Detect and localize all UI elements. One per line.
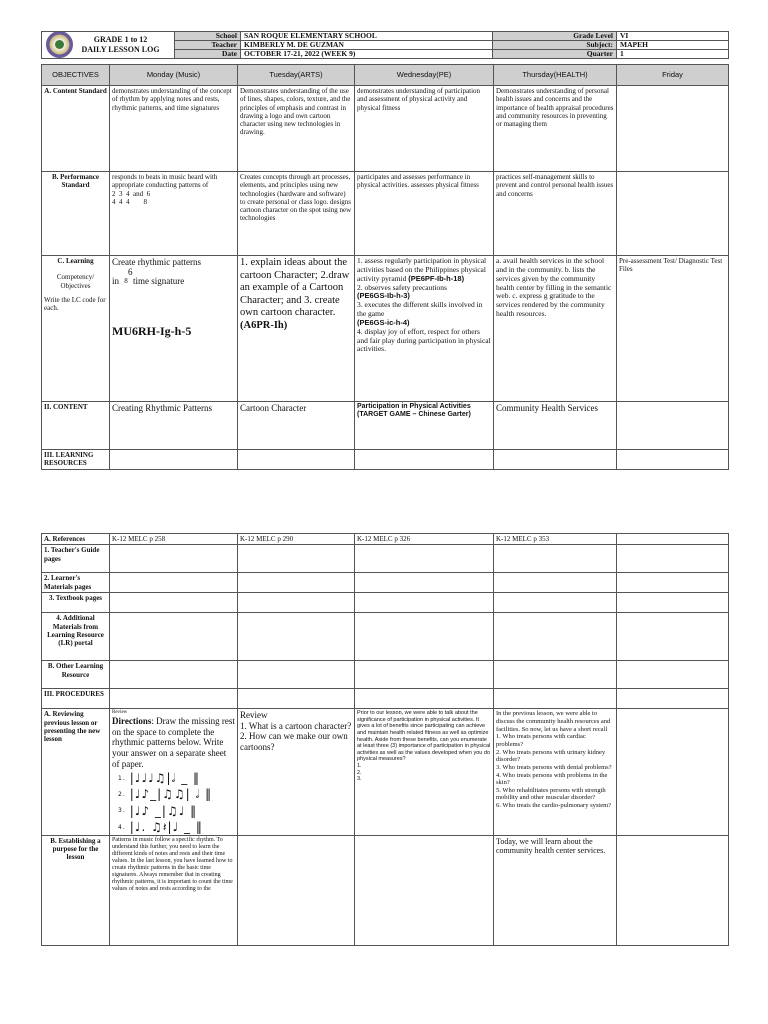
tg-wednesday	[355, 545, 494, 573]
or-tuesday	[238, 661, 355, 689]
row-textbook	[42, 593, 729, 613]
rev-tue-q2: 2. How can we make our own cartoons?	[240, 731, 348, 753]
tg-friday	[617, 545, 729, 573]
am-friday	[617, 613, 729, 661]
rev-wednesday	[355, 709, 494, 836]
lc-wednesday	[355, 256, 494, 402]
col-monday: Monday (Music)	[110, 65, 238, 86]
label-performance-standard: B. Performance Standard	[42, 172, 110, 256]
col-tuesday: Tuesday(ARTS)	[238, 65, 355, 86]
quarter-value: 1	[617, 50, 729, 59]
content-wed-title: Participation in Physical Activities	[357, 403, 471, 410]
dll-title	[42, 32, 175, 59]
date-value: OCTOBER 17-21, 2022 (WEEK 9)	[241, 50, 493, 59]
tg-thursday	[494, 545, 617, 573]
lc-tuesday	[238, 256, 355, 402]
row-reviewing	[42, 709, 729, 836]
ref-friday	[617, 534, 729, 545]
or-monday	[110, 661, 238, 689]
row-learning-resources	[42, 450, 729, 470]
rev-wed-list-3: 3.	[357, 776, 362, 783]
row-content-standard	[42, 86, 729, 172]
am-thursday	[494, 613, 617, 661]
lc-wed-4: 4. display joy of effort, respect for others and fair play during participation in physical activities.	[357, 326, 491, 354]
lc-tuesday-code: (A6PR-Ih)	[240, 319, 288, 331]
row-other-resources	[42, 661, 729, 689]
ps-wednesday: participates and assesses performance in physical activities. assesses physical fitness	[355, 172, 494, 256]
ps-monday	[110, 172, 238, 256]
lc-monday-time-top: 6	[128, 266, 133, 277]
cs-thursday: Demonstrates understanding of personal health issues and concerns and the importance of health appraisal procedures and community resources in preventing or managing them	[494, 86, 617, 172]
rhythm-notes-3: |♩♪ _|♫♩ ‖	[129, 803, 198, 818]
or-friday	[617, 661, 729, 689]
lc-label-3: Write the LC code for each.	[44, 295, 106, 312]
ps-monday-time-tops: 2 3 4 and 6	[112, 189, 151, 198]
lm-monday	[110, 573, 238, 593]
col-wednesday: Wednesday(PE)	[355, 65, 494, 86]
or-thursday	[494, 661, 617, 689]
label-teachers-guide: 1. Teacher's Guide pages	[42, 545, 110, 573]
proc-friday	[617, 689, 729, 709]
ps-monday-text: responds to beats in music heard with appropriate conducting patterns of	[112, 173, 218, 190]
lesson-table-page2	[41, 533, 729, 946]
lm-tuesday	[238, 573, 355, 593]
label-additional-materials: 4. Additional Materials from Learning Resource (LR) portal	[42, 613, 110, 661]
lr-thursday	[494, 450, 617, 470]
lc-wed-3-code: (PE6GS-ic-h-4)	[357, 317, 410, 327]
lm-wednesday	[355, 573, 494, 593]
lc-wed-1-code: (PE6PF-Ib-h-18)	[408, 273, 465, 283]
ps-friday	[617, 172, 729, 256]
lc-label-1: C. Learning	[57, 257, 94, 265]
subject-label: Subject:	[493, 41, 617, 50]
proc-thursday	[494, 689, 617, 709]
cs-tuesday: Demonstrates understanding of the use of lines, shapes, colors, texture, and the principles of emphasis and contrast in drawing a logo and own cartoon character using new technologies in drawing.	[238, 86, 355, 172]
tb-wednesday	[355, 593, 494, 613]
date-label: Date	[175, 50, 241, 59]
rhythm-notes-2: |♩♪_|♫♫| 𝅗𝅥 ‖	[129, 787, 213, 802]
est-wednesday	[355, 835, 494, 945]
lc-wed-1: 1. assess regularly participation in physical activities based on the Philippines physical activity pyramid	[357, 256, 487, 283]
tg-monday	[110, 545, 238, 573]
label-learners-materials: 2. Learner's Materials pages	[42, 573, 110, 593]
content-thursday: Community Health Services	[494, 402, 617, 450]
content-monday: Creating Rhythmic Patterns	[110, 402, 238, 450]
proc-wednesday	[355, 689, 494, 709]
rev-thu-q5: 5. Who rehabilitates persons with strength mobility and other muscular disorder?	[496, 786, 606, 802]
lc-monday	[110, 256, 238, 402]
content-wednesday	[355, 402, 494, 450]
school-label: School	[175, 32, 241, 41]
ps-tuesday: Creates concepts through art processes, elements, and principles using new technologies (hardware and software) to create personal or class logo. designs cartoon character on the spot using new technologies	[238, 172, 355, 256]
row-performance-standard	[42, 172, 729, 256]
title-line1: GRADE 1 to 12	[93, 35, 148, 44]
rev-tue-title: Review	[240, 710, 268, 721]
lc-wed-2-code: (PE6GS-Ib-h-3)	[357, 291, 410, 301]
est-tuesday	[238, 835, 355, 945]
lc-monday-code: MU6RH-Ig-h-5	[112, 323, 192, 338]
label-procedures: III. PROCEDURES	[42, 689, 110, 709]
content-wed-sub: (TARGET GAME – Chinese Garter)	[357, 411, 471, 419]
lc-friday: Pre-assessment Test/ Diagnostic Test Files	[617, 256, 729, 402]
lr-tuesday	[238, 450, 355, 470]
lc-wed-2: 2. observes safety precautions	[357, 282, 447, 292]
rev-wed-text: Prior to our lesson, we were able to talk about the significance of participation in physical activities. It gives a lot of benefits since participating can achieve and maintain health related fitness as well as optimize health. Aside from these benefits, can you enumerate at least three (3) importance of participation in physical activities as well as the values developed when you do physical measures?	[357, 710, 491, 763]
tb-tuesday	[238, 593, 355, 613]
cs-monday: demonstrates understanding of the concept of rhythm by applying notes and rests, rhythmic patterns, and time signatures	[110, 86, 238, 172]
rev-tue-q1: 1. What is a cartoon character?	[240, 720, 352, 731]
rev-thursday	[494, 709, 617, 836]
lr-monday	[110, 450, 238, 470]
rev-monday-lead: Directions	[112, 716, 152, 727]
subject-value: MAPEH	[617, 41, 729, 50]
cs-wednesday: demonstrates understanding of participation and assessment of physical activity and physical fitness	[355, 86, 494, 172]
rhythm-item-1: 1. |♩♩♩♫|𝅗𝅥 _ ‖	[118, 771, 201, 786]
teacher-value: KIMBERLY M. DE GUZMAN	[241, 41, 493, 50]
rhythm-notes-1: |♩♩♩♫|𝅗𝅥 _ ‖	[129, 771, 201, 786]
lc-tuesday-text: 1. explain ideas about the cartoon Character; 2.draw an example of a Cartoon Character; and 3. create own cartoon character.	[240, 257, 350, 319]
label-content: II. CONTENT	[42, 402, 110, 450]
rev-wed-list-1: 1.	[357, 763, 362, 769]
ref-wednesday: K-12 MELC p 326	[355, 534, 494, 545]
row-additional-materials	[42, 613, 729, 661]
rev-thu-intro: In the previous lesson, we were able to discuss the community health resources and facilities. So now, let us have a short recall	[496, 710, 611, 733]
lm-friday	[617, 573, 729, 593]
label-references: A. References	[42, 534, 110, 545]
est-friday	[617, 835, 729, 945]
row-learning-competency	[42, 256, 729, 402]
or-wednesday	[355, 661, 494, 689]
lc-wed-3: 3. executes the different skills involved in the game	[357, 300, 483, 319]
lesson-table-page1	[41, 64, 729, 470]
column-header-row	[42, 65, 729, 86]
lm-thursday	[494, 573, 617, 593]
header-table	[41, 31, 729, 59]
ref-thursday: K-12 MELC p 353	[494, 534, 617, 545]
proc-tuesday	[238, 689, 355, 709]
lc-monday-time-bottom: 8	[124, 276, 128, 285]
content-friday	[617, 402, 729, 450]
label-textbook: 3. Textbook pages	[42, 593, 110, 613]
row-teachers-guide	[42, 545, 729, 573]
lc-monday-line3: time signature	[133, 275, 185, 286]
ref-monday: K-12 MELC p 258	[110, 534, 238, 545]
cs-friday	[617, 86, 729, 172]
rev-friday	[617, 709, 729, 836]
lc-label-2: Competency/ Objectives	[56, 273, 95, 290]
grade-value: VI	[617, 32, 729, 41]
lr-wednesday	[355, 450, 494, 470]
rhythm-notes-4: |♩. ♫𝄽|♩ _ ‖	[129, 819, 203, 834]
am-wednesday	[355, 613, 494, 661]
rhythm-item-3: 3. |♩♪ _|♫♩ ‖	[118, 803, 198, 818]
rev-tuesday	[238, 709, 355, 836]
col-friday: Friday	[617, 65, 729, 86]
am-tuesday	[238, 613, 355, 661]
lc-thursday: a. avail health services in the school and in the community. b. lists the services given by the community health center by filling in the semantic web. c. express g gratitude to the services rendered by the community health resources.	[494, 256, 617, 402]
lr-friday	[617, 450, 729, 470]
teacher-label: Teacher	[175, 41, 241, 50]
label-learning-resources: III. LEARNING RESOURCES	[42, 450, 110, 470]
row-references	[42, 534, 729, 545]
tb-thursday	[494, 593, 617, 613]
est-thursday: Today, we will learn about the community health center services.	[494, 835, 617, 945]
rhythm-item-4: 4. |♩. ♫𝄽|♩ _ ‖	[118, 819, 203, 834]
label-content-standard: A. Content Standard	[42, 86, 110, 172]
title-line2: DAILY LESSON LOG	[81, 45, 160, 54]
col-objectives: OBJECTIVES	[42, 65, 110, 86]
quarter-label: Quarter	[493, 50, 617, 59]
ref-tuesday: K-12 MELC p 290	[238, 534, 355, 545]
rev-monday	[110, 709, 238, 836]
grade-label: Grade Level	[493, 32, 617, 41]
tb-friday	[617, 593, 729, 613]
content-tuesday: Cartoon Character	[238, 402, 355, 450]
col-thursday: Thursday(HEALTH)	[494, 65, 617, 86]
label-establishing: B. Establishing a purpose for the lesson	[42, 835, 110, 945]
row-procedures	[42, 689, 729, 709]
rev-thu-q3: 3. Who treats persons with dental problems?	[496, 763, 612, 771]
row-establishing	[42, 835, 729, 945]
lc-monday-line1: Create rhythmic patterns	[112, 257, 201, 267]
proc-monday	[110, 689, 238, 709]
rev-thu-q6: 6. Who treats the cardio-pulmonary system?	[496, 802, 612, 810]
school-value: SAN ROQUE ELEMENTARY SCHOOL	[241, 32, 493, 41]
label-reviewing: A. Reviewing previous lesson or presenting the new lesson	[42, 709, 110, 836]
rhythm-item-2: 2. |♩♪_|♫♫| 𝅗𝅥 ‖	[118, 787, 213, 802]
tg-tuesday	[238, 545, 355, 573]
ps-monday-time-bottoms: 4 4 4 8	[112, 197, 147, 206]
row-content	[42, 402, 729, 450]
rev-thu-q2: 2. Who treats persons with urinary kidney disorder?	[496, 748, 606, 764]
tb-monday	[110, 593, 238, 613]
row-learners-materials	[42, 573, 729, 593]
rev-monday-tag: Review	[112, 710, 128, 716]
rev-wed-list-2: 2.	[357, 769, 362, 776]
lc-monday-in: in	[112, 275, 120, 286]
ps-thursday: practices self-management skills to prevent and control personal health issues and concerns	[494, 172, 617, 256]
rev-thu-q1: 1. Who treats persons with cardiac problems?	[496, 733, 586, 748]
am-monday	[110, 613, 238, 661]
est-monday: Patterns in music follow a specific rhythm. To understand this further, you need to learn the different kinds of notes and rests and their time values. In the last lesson, you have learned how to create rhythmic patterns in the basic time signatures. Always remember that in creating rhythmic patterns, it is important to count the time values of notes and rests according to the	[110, 835, 238, 945]
label-other-resources: B. Other Learning Resource	[42, 661, 110, 689]
rev-monday-text: : Draw the missing rest on the space to complete the rhythmic patterns below. Write your answer on a separate sheet of paper.	[112, 716, 235, 769]
label-learning-competency	[42, 256, 110, 402]
rev-thu-q4: 4. Who treats persons with problems in the skin?	[496, 771, 608, 787]
